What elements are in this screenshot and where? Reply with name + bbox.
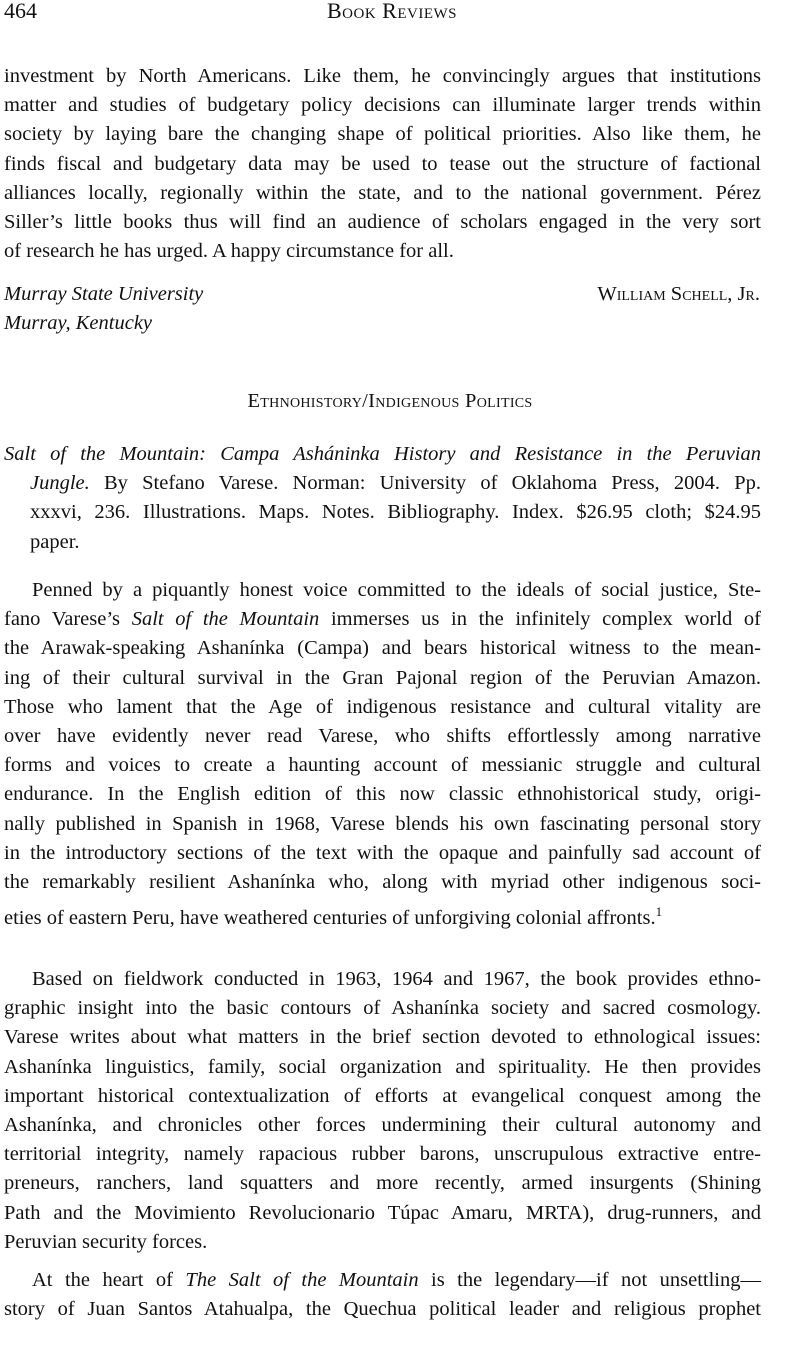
- text-line: forms and voices to create a haunting account of messianic struggle and cultural: [4, 754, 761, 777]
- text-line: Ashanínka linguistics, family, social organization and spirituality. He then provides: [4, 1055, 761, 1078]
- citation-line: xxxvi, 236. Illustrations. Maps. Notes. Bibliography. Index. $26.95 cloth; $24.95: [30, 501, 761, 524]
- text-line: of research he has urged. A happy circumstance for all.: [4, 240, 454, 263]
- text-line: investment by North Americans. Like them, he convincingly argues that institutions: [4, 65, 761, 87]
- text-line: graphic insight into the basic contours of Ashanínka society and sacred cosmology.: [4, 997, 761, 1020]
- reviewer-signature: [4, 280, 760, 338]
- text-line: [4, 1266, 761, 1295]
- citation-line: [4, 440, 761, 469]
- text-line: [4, 897, 761, 933]
- institution-name: Murray State University: [4, 283, 204, 305]
- footnote-mark: 1: [655, 904, 663, 920]
- paragraph-fieldwork: [4, 965, 761, 1257]
- text-line: Based on fieldwork conducted in 1963, 1964 and 1967, the book provides ethno-: [32, 968, 761, 990]
- page-number: 464: [4, 0, 37, 23]
- text-line: over have evidently never read Varese, who shifts effortlessly among narrative: [4, 725, 761, 748]
- text-segment: eties of eastern Peru, have weathered centuries of unforgiving colonial affronts.: [4, 907, 656, 930]
- text-line: ing of their cultural survival in the Gran Pajonal region of the Peruvian Amazon.: [4, 666, 761, 689]
- citation-line: [4, 469, 761, 498]
- text-line: [4, 605, 761, 634]
- text-line: in the introductory sections of the text with the opaque and painfully sad account of: [4, 841, 761, 864]
- paragraph-heart: [4, 1266, 761, 1324]
- paragraph-penned: [4, 576, 761, 933]
- text-line: alliances locally, regionally within the state, and to the national government. Pérez: [4, 181, 761, 204]
- book-title-end: Jungle.: [30, 472, 90, 495]
- text-line: story of Juan Santos Atahualpa, the Quechua political leader and religious prophet: [4, 1298, 761, 1321]
- text-line: finds fiscal and budgetary data may be used to tease out the structure of factional: [4, 152, 761, 175]
- reviewer-name: William Schell, Jr.: [597, 283, 760, 305]
- text-line: Penned by a piquantly honest voice committed to the ideals of social justice, Ste-: [32, 579, 761, 601]
- text-line: matter and studies of budgetary policy decisions can illuminate larger trends within: [4, 94, 761, 117]
- text-segment: immerses us in the infinitely complex world of: [319, 608, 761, 631]
- text-line: territorial integrity, namely rapacious rubber barons, unscrupulous extractive entre-: [4, 1143, 761, 1166]
- book-title-inline: Salt of the Mountain: [131, 608, 320, 631]
- text-line: the Arawak-speaking Ashanínka (Campa) and bears historical witness to the mean-: [4, 637, 761, 660]
- text-line: society by laying bare the changing shape of political priorities. Also like them, he: [4, 123, 761, 146]
- text-line: endurance. In the English edition of this now classic ethnohistorical study, origi-: [4, 783, 761, 806]
- text-line: important historical contextualization of efforts at evangelical conquest among the: [4, 1084, 761, 1107]
- text-line: Those who lament that the Age of indigenous resistance and cultural vitality are: [4, 695, 761, 718]
- institution-location: Murray, Kentucky: [4, 312, 153, 334]
- book-title-inline: The Salt of the Mountain: [185, 1269, 419, 1291]
- book-citation: [4, 440, 761, 557]
- text-line: nally published in Spanish in 1968, Varese blends his own fascinating personal story: [4, 812, 761, 835]
- book-title: Salt of the Mountain: Campa Asháninka History and Resistance in the Peruvian: [4, 443, 761, 465]
- running-head: Book Reviews: [327, 0, 457, 23]
- text-segment: At the heart of: [32, 1269, 186, 1291]
- text-line: preneurs, ranchers, land squatters and more recently, armed insurgents (Shining: [4, 1172, 761, 1195]
- text-line: Peruvian security forces.: [4, 1230, 208, 1253]
- text-line: Path and the Movimiento Revolucionario Túpac Amaru, MRTA), drug-runners, and: [4, 1201, 761, 1224]
- citation-line: paper.: [30, 530, 80, 553]
- citation-text: By Stefano Varese. Norman: University of Oklahoma Press, 2004. Pp.: [89, 472, 761, 495]
- paragraph-continued: [4, 62, 761, 266]
- text-segment: fano Varese’s: [4, 608, 132, 631]
- text-line: the remarkably resilient Ashanínka who, along with myriad other indigenous soci-: [4, 871, 761, 894]
- text-segment: is the legendary—if not unsettling—: [418, 1269, 761, 1291]
- section-title: Ethnohistory/Indigenous Politics: [247, 390, 533, 412]
- text-line: Varese writes about what matters in the brief section devoted to ethnological issues:: [4, 1026, 761, 1049]
- page-header: [4, 0, 780, 26]
- text-line: Siller’s little books thus will find an audience of scholars engaged in the very sort: [4, 211, 761, 234]
- text-line: Ashanínka, and chronicles other forces undermining their cultural autonomy and: [4, 1114, 761, 1137]
